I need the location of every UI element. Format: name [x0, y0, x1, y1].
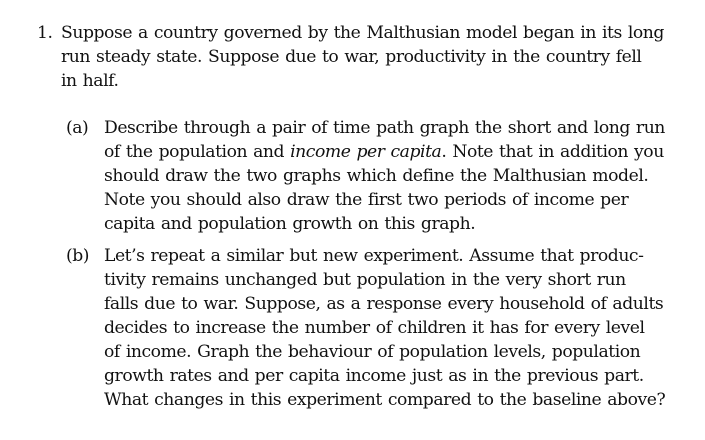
part-a-text-line: capita and population growth on this graph. [104, 214, 476, 234]
income-per-capita-emphasis: income per capita [290, 142, 442, 162]
part-b-text-line: falls due to war. Suppose, as a response every household of adults [104, 294, 664, 314]
part-b-text-line: decides to increase the number of children it has for every level [104, 318, 645, 338]
part-b-text-line: What changes in this experiment compared to the baseline above? [104, 390, 666, 410]
part-b-label: (b) [66, 246, 90, 266]
question-text-line: Suppose a country governed by the Malthusian model began in its long [61, 23, 664, 43]
question-number: 1. [37, 23, 53, 43]
part-a-text-line [104, 141, 664, 163]
part-a-text-line: Describe through a pair of time path graph the short and long run [104, 118, 665, 138]
part-a-text-segment: . Note that in addition you [441, 142, 664, 162]
part-b-text-line: tivity remains unchanged but population in the very short run [104, 270, 626, 290]
question-text-line: run steady state. Suppose due to war, productivity in the country fell [61, 47, 642, 67]
part-a-text-line: should draw the two graphs which define the Malthusian model. [104, 166, 649, 186]
part-b-text-line: of income. Graph the behaviour of population levels, population [104, 342, 641, 362]
part-b-text-line: growth rates and per capita income just as in the previous part. [104, 366, 644, 386]
part-a-label: (a) [66, 118, 89, 138]
part-b-text-line: Let’s repeat a similar but new experiment. Assume that produc- [104, 246, 644, 266]
part-a-text-segment: of the population and [104, 142, 291, 162]
part-a-text-line: Note you should also draw the first two periods of income per [104, 190, 629, 210]
question-text-line: in half. [61, 71, 119, 91]
